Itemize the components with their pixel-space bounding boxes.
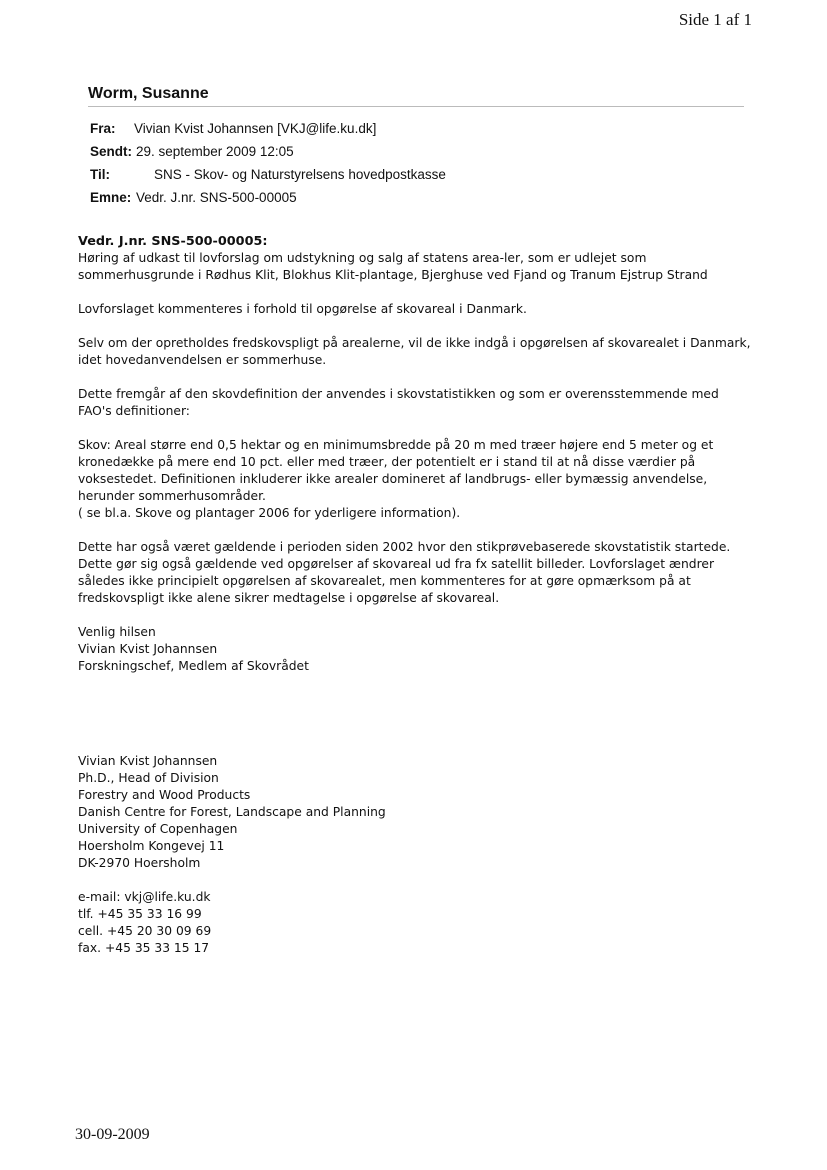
closing <box>78 624 758 675</box>
paragraph-line: FAO's definitioner: <box>78 404 190 418</box>
signature-line: University of Copenhagen <box>78 822 238 836</box>
to-label: Til: <box>90 167 110 182</box>
paragraph-line: Lovforslaget kommenteres i forhold til opgørelse af skovareal i Danmark. <box>78 302 527 316</box>
sent-label: Sendt: <box>90 144 132 159</box>
header-to-row <box>90 167 446 190</box>
subject-heading: Vedr. J.nr. SNS-500-00005: <box>78 234 268 249</box>
signature-line: Vivian Kvist Johannsen <box>78 754 218 768</box>
signature-line: Danish Centre for Forest, Landscape and Planning <box>78 805 386 819</box>
from-value: Vivian Kvist Johannsen [VKJ@life.ku.dk] <box>134 121 377 136</box>
to-value: SNS - Skov- og Naturstyrelsens hovedpostkasse <box>154 167 446 182</box>
signature-block <box>78 753 386 957</box>
signature-line: Forestry and Wood Products <box>78 788 251 802</box>
paragraph-line: således ikke principielt opgørelsen af skovarealet, men kommenteres for at gøre opmærksom på at <box>78 574 691 588</box>
header-subject-row <box>90 190 446 213</box>
paragraph-line: Skov: Areal større end 0,5 hektar og en minimumsbredde på 20 m med træer højere end 5 meter og et <box>78 438 714 452</box>
paragraph-line: fredskovspligt ikke alene sikrer medtagelse i opgørelse af skovareal. <box>78 591 500 605</box>
closing-line: Vivian Kvist Johannsen <box>78 642 218 656</box>
paragraph-2 <box>78 335 758 369</box>
footer-date: 30-09-2009 <box>75 1126 150 1143</box>
paragraph-4 <box>78 437 758 522</box>
paragraph-1 <box>78 301 758 318</box>
paragraph-line: Dette gør sig også gældende ved opgørelser af skovareal ud fra fx satellit billeder. Lovforslaget ændrer <box>78 557 715 571</box>
paragraph-line: voksestedet. Definitionen inkluderer ikke arealer domineret af landbrugs- eller bymæssig anvendelse, <box>78 472 708 486</box>
contact-phone: tlf. +45 35 33 16 99 <box>78 907 202 921</box>
paragraph-line: herunder sommerhusområder. <box>78 489 266 503</box>
paragraph-line: idet hovedanvendelsen er sommerhuse. <box>78 353 327 367</box>
intro-line: Høring af udkast til lovforslag om udstykning og salg af statens area-ler, som er udlejet som <box>78 251 647 265</box>
paragraph-3 <box>78 386 758 420</box>
sender-name: Worm, Susanne <box>88 85 209 102</box>
paragraph-line: kronedække på mere end 10 pct. eller med træer, der potentielt er i stand til at nå disse værdier på <box>78 455 696 469</box>
subject-value: Vedr. J.nr. SNS-500-00005 <box>136 190 297 205</box>
signature-spacer <box>78 872 386 889</box>
paragraph-5 <box>78 539 758 607</box>
contact-cell: cell. +45 20 30 09 69 <box>78 924 212 938</box>
signature-line: Ph.D., Head of Division <box>78 771 219 785</box>
contact-email: e-mail: vkj@life.ku.dk <box>78 890 211 904</box>
paragraph-line: Dette fremgår af den skovdefinition der anvendes i skovstatistikken og som er overensstemmende med <box>78 387 719 401</box>
paragraph-line: Selv om der opretholdes fredskovspligt på arealerne, vil de ikke indgå i opgørelsen af skovarealet i Danmark, <box>78 336 751 350</box>
header-sent-row <box>90 144 446 167</box>
signature-line: DK-2970 Hoersholm <box>78 856 201 870</box>
paragraph-line: Dette har også været gældende i perioden siden 2002 hvor den stikprøvebaserede skovstatistik startede. <box>78 540 731 554</box>
header-divider <box>88 106 744 107</box>
closing-line: Forskningschef, Medlem af Skovrådet <box>78 659 309 673</box>
closing-line: Venlig hilsen <box>78 625 156 639</box>
page-number: Side 1 af 1 <box>678 10 752 29</box>
signature-line: Hoersholm Kongevej 11 <box>78 839 225 853</box>
email-body <box>78 233 758 692</box>
paragraph-line: ( se bl.a. Skove og plantager 2006 for yderligere information). <box>78 506 461 520</box>
subject-label: Emne: <box>90 190 132 205</box>
contact-fax: fax. +45 35 33 15 17 <box>78 941 210 955</box>
intro-paragraph <box>78 233 758 284</box>
intro-line: sommerhusgrunde i Rødhus Klit, Blokhus Klit-plantage, Bjerghuse ved Fjand og Tranum Ejstrup Strand <box>78 268 708 282</box>
header-from-row <box>90 121 446 144</box>
from-label: Fra: <box>90 121 116 136</box>
sent-value: 29. september 2009 12:05 <box>136 144 294 159</box>
email-headers <box>90 121 446 213</box>
